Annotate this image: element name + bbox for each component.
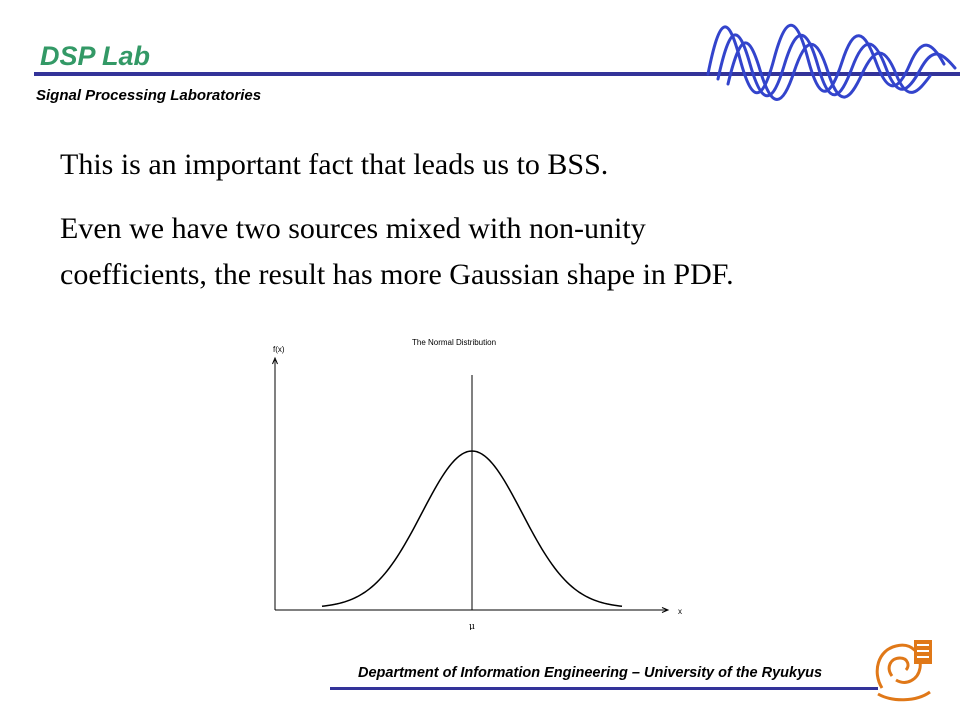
body-line-2a: Even we have two sources mixed with non-unity <box>60 212 646 245</box>
emblem-swirl-inner <box>889 658 908 676</box>
footer-rule <box>330 687 878 690</box>
wave-line-1 <box>708 25 944 93</box>
university-emblem-icon <box>872 636 940 706</box>
lab-subtitle: Signal Processing Laboratories <box>36 87 262 104</box>
x-axis-label: x <box>678 607 682 616</box>
wave-logo-icon <box>700 4 960 114</box>
x-tick-label-mu: μ <box>469 622 475 630</box>
lab-title: DSP Lab <box>40 41 151 71</box>
body-line-1: This is an important fact that leads us to BSS. <box>60 148 609 181</box>
body-line-2b: coefficients, the result has more Gaussian shape in PDF. <box>60 258 734 291</box>
emblem-swirl-outer <box>877 645 920 688</box>
y-axis-label: f(x) <box>273 345 285 354</box>
normal-distribution-chart <box>260 330 700 630</box>
emblem-base <box>878 692 930 700</box>
chart-title: The Normal Distribution <box>411 338 497 347</box>
footer-text: Department of Information Engineering – University of the Ryukyus <box>358 665 823 681</box>
